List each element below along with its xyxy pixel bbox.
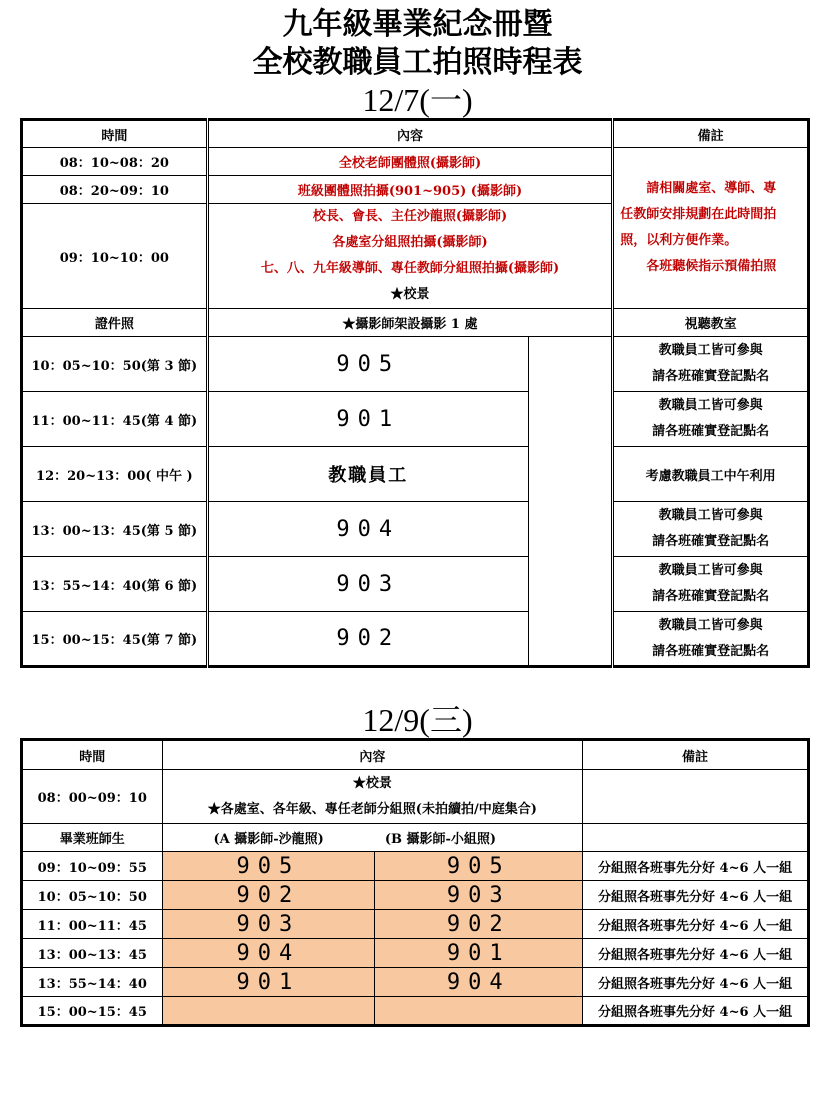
time-cell: 09：10~09：55 — [22, 852, 163, 881]
time-cell: 08：00~09：10 — [22, 770, 163, 824]
blank-column-cell — [528, 337, 612, 667]
class-a-cell: 905 — [162, 852, 375, 881]
table-row — [22, 852, 809, 881]
time-cell: 08：10~08：20 — [22, 148, 208, 176]
note-cell: 分組照各班事先分好 4~6 人一組 — [583, 939, 809, 968]
note-cell — [583, 824, 809, 852]
day2-date: 12/9(三) — [362, 702, 473, 738]
table-row — [22, 612, 809, 667]
header-content: 內容 — [162, 740, 583, 770]
note-line: 請各班確實登記點名 — [652, 424, 770, 439]
class-cell: 901 — [207, 392, 528, 447]
note-cell — [613, 337, 809, 392]
note-line: 請各班確實登記點名 — [652, 643, 770, 659]
note-line: 請相關處室、導師、專 — [646, 181, 777, 196]
class-a-cell: 902 — [162, 881, 375, 910]
title-line-2: 全校教職員工拍照時程表 — [252, 45, 583, 80]
note-cell: 分組照各班事先分好 4~6 人一組 — [583, 881, 809, 910]
group-note-cell — [613, 148, 809, 309]
time-cell: 11：00~11：45 — [22, 910, 163, 939]
note-cell — [613, 392, 809, 447]
note-line: 照，以利方便作業。 — [620, 233, 738, 248]
table-row — [22, 939, 809, 968]
sub-header-row — [22, 824, 809, 852]
table-row — [22, 968, 809, 997]
content-line: ★校景 — [352, 775, 392, 791]
time-cell: 10：05~10：50 — [22, 881, 163, 910]
note-cell — [583, 770, 809, 824]
note-line: 教職員工皆可參與 — [658, 343, 763, 358]
time-cell: 15：00~15：45 — [22, 997, 163, 1026]
content-cell: 全校老師團體照(攝影師) — [207, 148, 613, 176]
header-content: 內容 — [207, 120, 613, 148]
id-photo-label: 證件照 — [22, 309, 208, 337]
class-cell: 904 — [207, 502, 528, 557]
table-row — [22, 392, 809, 447]
content-line: 校長、會長、主任沙龍照(攝影師) — [312, 209, 508, 224]
class-cell: 902 — [207, 612, 528, 667]
note-line: 教職員工皆可參與 — [658, 563, 763, 578]
class-b-cell: 901 — [375, 939, 583, 968]
note-cell — [613, 557, 809, 612]
class-a-cell: 903 — [162, 910, 375, 939]
photographer-a-label: (A 攝影師-沙龍照) — [162, 824, 375, 852]
header-time: 時間 — [22, 120, 208, 148]
table-row — [22, 881, 809, 910]
class-cell: 903 — [207, 557, 528, 612]
time-cell: 11：00~11：45(第 4 節) — [22, 392, 208, 447]
day1-header-row — [22, 120, 809, 148]
time-cell: 08：20~09：10 — [22, 176, 208, 204]
time-cell: 15：00~15：45(第 7 節) — [22, 612, 208, 667]
note-cell: 分組照各班事先分好 4~6 人一組 — [583, 910, 809, 939]
table-row — [22, 502, 809, 557]
class-cell: 905 — [207, 337, 528, 392]
time-cell: 13：55~14：40(第 6 節) — [22, 557, 208, 612]
note-line: 請各班確實登記點名 — [652, 589, 770, 604]
note-line: 考慮教職員工中午利用 — [645, 468, 776, 484]
class-b-cell: 903 — [375, 881, 583, 910]
header-time: 時間 — [22, 740, 163, 770]
sub-header-label: 畢業班師生 — [22, 824, 163, 852]
table-row — [22, 148, 809, 176]
note-cell — [613, 612, 809, 667]
content-cell: 班級團體照拍攝(901~905) (攝影師) — [207, 176, 613, 204]
day2-header-row — [22, 740, 809, 770]
content-line: ★各處室、各年級、專任老師分組照(未拍續拍/中庭集合) — [207, 801, 537, 817]
id-photo-remark: 視聽教室 — [613, 309, 809, 337]
table-row — [22, 557, 809, 612]
note-cell — [613, 502, 809, 557]
content-line: 各處室分組照拍攝(攝影師) — [332, 235, 488, 250]
location-line: ★校景 — [390, 287, 430, 302]
content-line: 七、八、九年級導師、專任教師分組照拍攝(攝影師) — [260, 261, 560, 276]
class-a-cell: 904 — [162, 939, 375, 968]
class-a-cell — [162, 997, 375, 1026]
class-b-cell: 904 — [375, 968, 583, 997]
note-line: 任教師安排規劃在此時間拍 — [620, 207, 777, 222]
photographer-b-label: (B 攝影師-小組照) — [375, 824, 583, 852]
time-cell: 12：20~13：00( 中午 ) — [22, 447, 208, 502]
title-line-1: 九年級畢業紀念冊暨 — [282, 7, 553, 42]
table-row — [22, 910, 809, 939]
day1-schedule-table — [20, 118, 810, 668]
day2-schedule-table — [20, 738, 810, 1027]
class-b-cell: 905 — [375, 852, 583, 881]
day1-date: 12/7(一) — [362, 82, 473, 118]
note-line: 教職員工皆可參與 — [658, 617, 763, 633]
time-cell: 10：05~10：50(第 3 節) — [22, 337, 208, 392]
note-cell — [613, 447, 809, 502]
class-b-cell — [375, 997, 583, 1026]
table-row — [22, 770, 809, 824]
note-line: 請各班確實登記點名 — [652, 369, 770, 384]
header-remarks: 備註 — [583, 740, 809, 770]
time-cell: 13：00~13：45(第 5 節) — [22, 502, 208, 557]
table-row — [22, 337, 809, 392]
id-photo-content: ★攝影師架設攝影 1 處 — [207, 309, 613, 337]
time-cell: 13：55~14：40 — [22, 968, 163, 997]
class-a-cell: 901 — [162, 968, 375, 997]
header-remarks: 備註 — [613, 120, 809, 148]
table-row — [22, 447, 809, 502]
note-line: 各班聽候指示預備拍照 — [646, 259, 777, 274]
note-line: 教職員工皆可參與 — [658, 508, 763, 523]
note-line: 請各班確實登記點名 — [652, 534, 770, 549]
class-cell: 教職員工 — [207, 447, 528, 502]
time-cell: 09：10~10：00 — [22, 204, 208, 309]
note-cell: 分組照各班事先分好 4~6 人一組 — [583, 852, 809, 881]
class-b-cell: 902 — [375, 910, 583, 939]
id-photo-row — [22, 309, 809, 337]
note-cell: 分組照各班事先分好 4~6 人一組 — [583, 968, 809, 997]
note-line: 教職員工皆可參與 — [658, 398, 763, 413]
time-cell: 13：00~13：45 — [22, 939, 163, 968]
table-row — [22, 997, 809, 1026]
content-cell — [207, 204, 613, 309]
note-cell: 分組照各班事先分好 4~6 人一組 — [583, 997, 809, 1026]
content-cell — [162, 770, 583, 824]
